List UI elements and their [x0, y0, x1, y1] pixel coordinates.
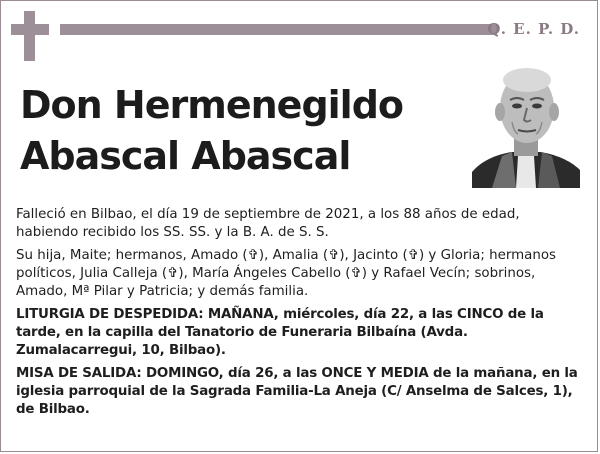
qepd-label: Q. E. P. D. [487, 20, 580, 38]
farewell-liturgy: LITURGIA DE DESPEDIDA: MAÑANA, miércoles, día 22, a las CINCO de la tarde, en la capilla del Tanatorio de Funeraria Bilbaína (Avda. Zumalacarregui, 10, Bilbao). [16, 307, 544, 358]
cross-icon-horizontal [11, 24, 49, 35]
deceased-name [20, 80, 460, 182]
name-line-2: Abascal Abascal [20, 134, 351, 178]
portrait-photo [472, 60, 580, 188]
obituary-text [16, 206, 586, 424]
name-line-1: Don Hermenegildo [20, 83, 403, 127]
death-notice: Falleció en Bilbao, el día 19 de septiembre de 2021, a los 88 años de edad, habiendo recibido los SS. SS. y la B. A. de S. S. [16, 207, 520, 240]
header-bar [60, 24, 497, 35]
funeral-mass: MISA DE SALIDA: DOMINGO, día 26, a las ONCE Y MEDIA de la mañana, en la iglesia parroquial de la Sagrada Familia-La Aneja (C/ Anselma de Salces, 1), de Bilbao. [16, 366, 578, 417]
cross-icon-vertical [24, 11, 35, 61]
family-list: Su hija, Maite; hermanos, Amado (✞), Amalia (✞), Jacinto (✞) y Gloria; hermanos políticos, Julia Calleja (✞), María Ángeles Cabello (✞) y Rafael Vecín; sobrinos, Amado, Mª Pilar y Patricia; y demás familia. [16, 248, 556, 299]
